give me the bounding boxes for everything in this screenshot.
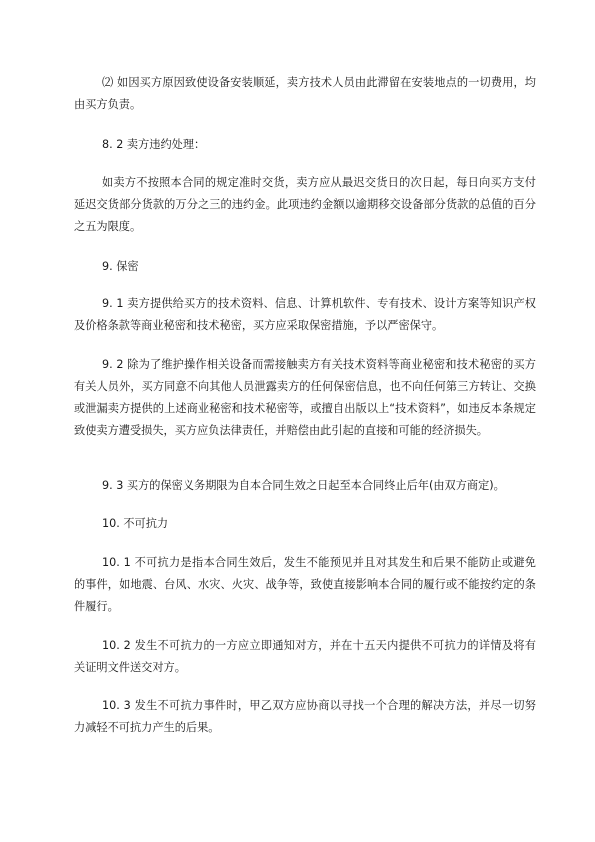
paragraph-seller-breach: 如卖方不按照本合同的规定准时交货，卖方应从最迟交货日的次日起，每日向买方支付延迟交货部分货款的万分之三的违约金。此项违约金额以逾期移交设备部分货款的总值的百分之五为限度。 xyxy=(74,176,536,233)
heading-8-2: 8. 2 卖方违约处理： xyxy=(102,138,206,151)
paragraph-9-2: 9. 2 除为了维护操作相关设备而需接触卖方有关技术资料等商业秘密和技术秘密的买方有关人员外，买方同意不向其他人员泄露卖方的任何保密信息，也不向任何第三方转让、交换或泄漏卖方提供的上述商业秘密和技术秘密等，或擅自出版以上“技术资料”，如违反本条规定致使卖方遭受损失，买方应负法律责任，并赔偿由此引起的直接和可能的经济损失。 xyxy=(74,358,536,437)
paragraph-10-2: 10. 2 发生不可抗力的一方应立即通知对方，并在十五天内提供不可抗力的详情及将有关证明文件送交对方。 xyxy=(74,639,536,674)
paragraph-10-3: 10. 3 发生不可抗力事件时，甲乙双方应协商以寻找一个合理的解决方法，并尽一切努力减轻不可抗力产生的后果。 xyxy=(74,699,536,734)
heading-9: 9. 保密 xyxy=(102,260,139,273)
heading-10: 10. 不可抗力 xyxy=(102,517,169,530)
paragraph-10-1: 10. 1 不可抗力是指本合同生效后，发生不能预见并且对其发生和后果不能防止或避免的事件，如地震、台风、水灾、火灾、战争等，致使直接影响本合同的履行或不能按约定的条件履行。 xyxy=(74,556,536,613)
paragraph-installation-delay: ⑵ 如因买方原因致使设备安装顺延，卖方技术人员由此滞留在安装地点的一切费用，均由买方负责。 xyxy=(74,76,536,111)
paragraph-9-1: 9. 1 卖方提供给买方的技术资料、信息、计算机软件、专有技术、设计方案等知识产权及价格条款等商业秘密和技术秘密，买方应采取保密措施，予以严密保守。 xyxy=(74,297,536,332)
paragraph-9-3: 9. 3 买方的保密义务期限为自本合同生效之日起至本合同终止后年(由双方商定)。 xyxy=(102,479,505,492)
